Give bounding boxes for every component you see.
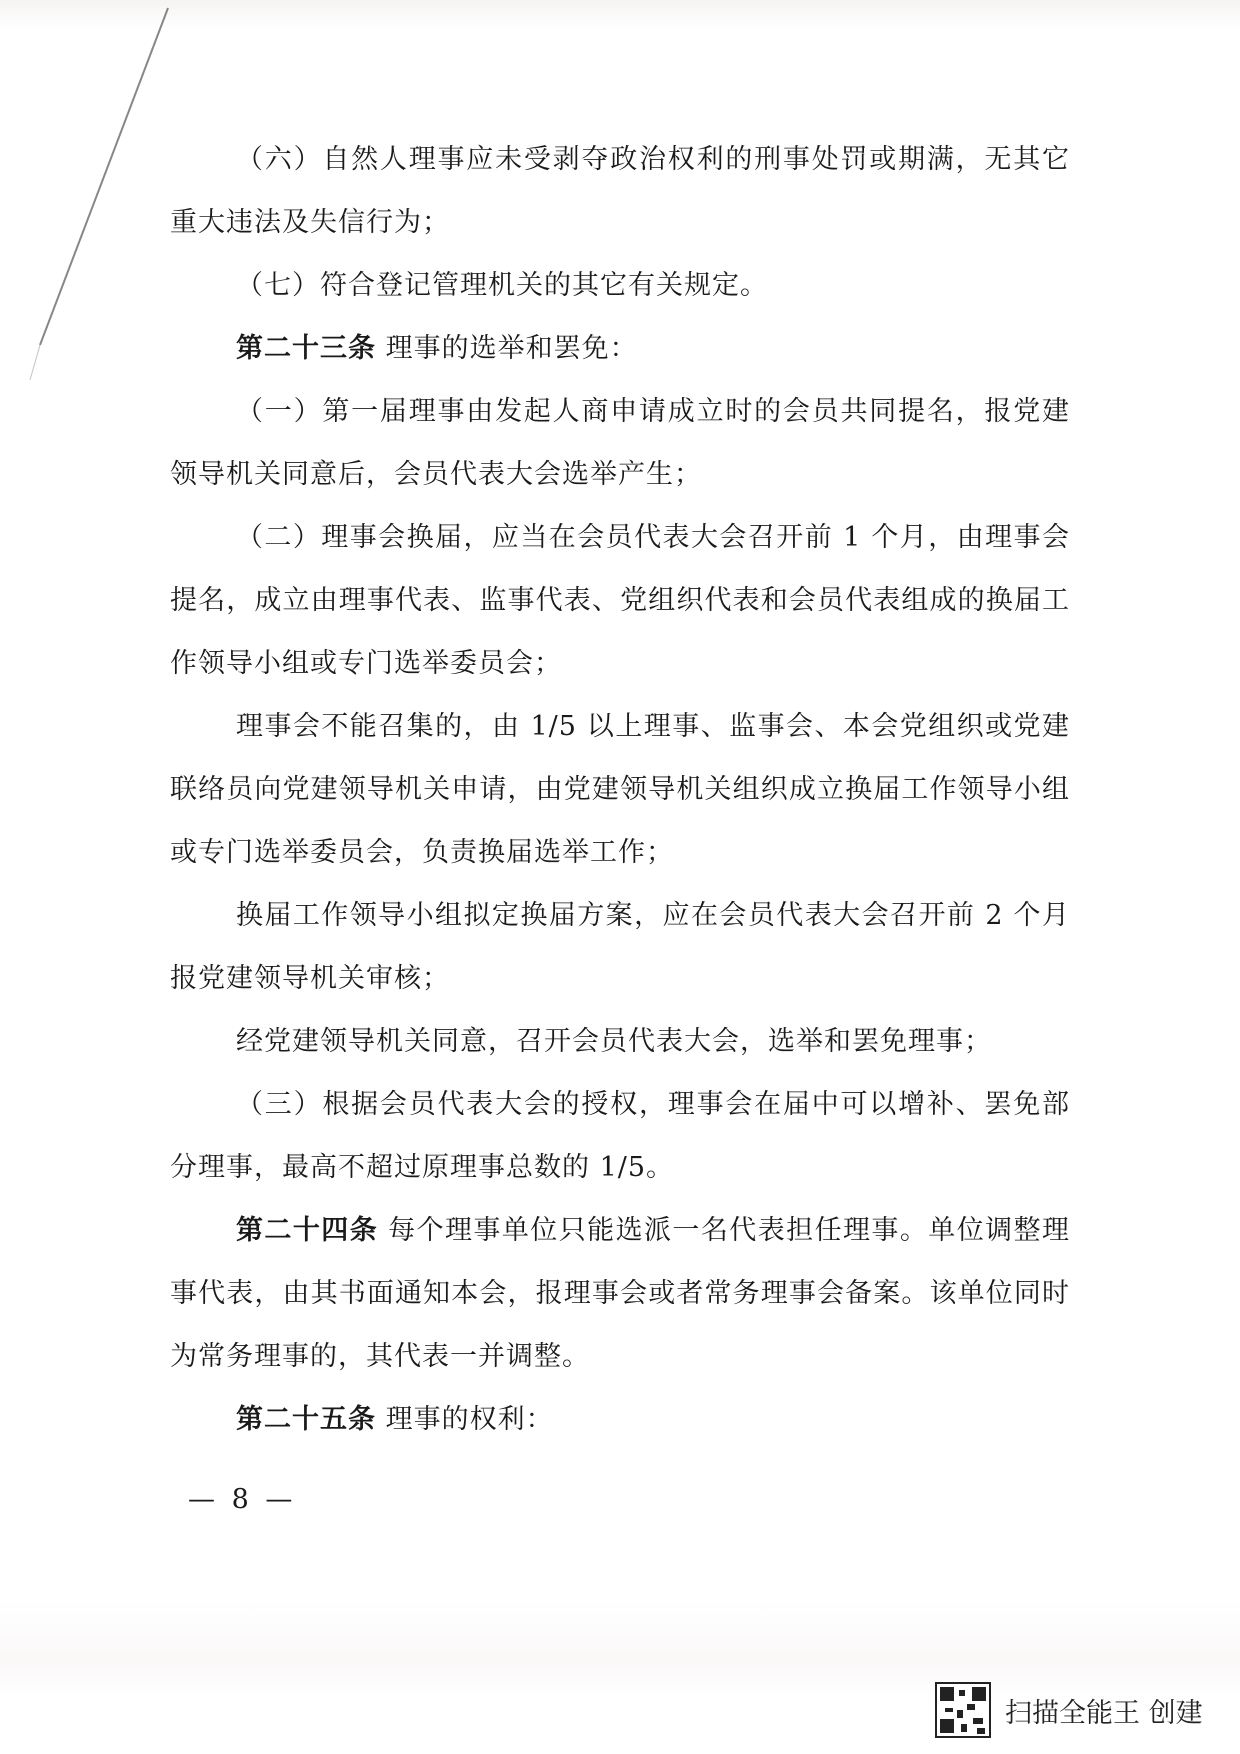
paragraph-23-1 [170, 380, 1070, 506]
paragraph-text: （七）符合登记管理机关的其它有关规定。 [236, 270, 768, 301]
paragraph-23-2c [170, 1010, 1070, 1073]
paragraph-text: （二）理事会换届，应当在会员代表大会召开前 1 个月，由理事会提名，成立由理事代表、监事代表、党组织代表和会员代表组成的换届工作领导小组或专门选举委员会； [170, 522, 1070, 679]
article-23-heading [170, 317, 1070, 380]
article-title: 理事的选举和罢免： [376, 333, 638, 364]
paragraph-text: 理事会不能召集的，由 1/5 以上理事、监事会、本会党组织或党建联络员向党建领导机关申请，由党建领导机关组织成立换届工作领导小组或专门选举委员会，负责换届选举工作； [170, 711, 1070, 868]
paragraph-7 [170, 254, 1070, 317]
article-number: 第二十四条 [236, 1215, 379, 1246]
paragraph-23-2a [170, 695, 1070, 884]
paragraph-23-2b [170, 884, 1070, 1010]
paragraph-text: 经党建领导机关同意，召开会员代表大会，选举和罢免理事； [236, 1026, 992, 1057]
paragraph-text: （三）根据会员代表大会的授权，理事会在届中可以增补、罢免部分理事，最高不超过原理事总数的 1/5。 [170, 1089, 1070, 1183]
article-text: 每个理事单位只能选派一名代表担任理事。单位调整理事代表，由其书面通知本会，报理事会或者常务理事会备案。该单位同时为常务理事的，其代表一并调整。 [170, 1215, 1070, 1372]
article-25-heading [170, 1388, 1070, 1451]
scanner-label: 扫描全能王 创建 [1005, 1697, 1203, 1729]
paragraph-6 [170, 128, 1070, 254]
article-number: 第二十五条 [236, 1404, 376, 1435]
paragraph-23-2 [170, 506, 1070, 695]
paragraph-23-3 [170, 1073, 1070, 1199]
article-24 [170, 1199, 1070, 1388]
qr-code-icon [935, 1682, 991, 1738]
paragraph-text: （六）自然人理事应未受剥夺政治权利的刑事处罚或期满，无其它重大违法及失信行为； [170, 144, 1070, 238]
article-number: 第二十三条 [236, 333, 376, 364]
document-body [170, 128, 1070, 1451]
page-number: — 8 — [188, 1484, 297, 1515]
paragraph-text: 换届工作领导小组拟定换届方案，应在会员代表大会召开前 2 个月报党建领导机关审核； [170, 900, 1070, 994]
article-title: 理事的权利： [376, 1404, 554, 1435]
paragraph-text: （一）第一届理事由发起人商申请成立时的会员共同提名，报党建领导机关同意后，会员代表大会选举产生； [170, 396, 1070, 490]
scanner-watermark [935, 1682, 1203, 1738]
